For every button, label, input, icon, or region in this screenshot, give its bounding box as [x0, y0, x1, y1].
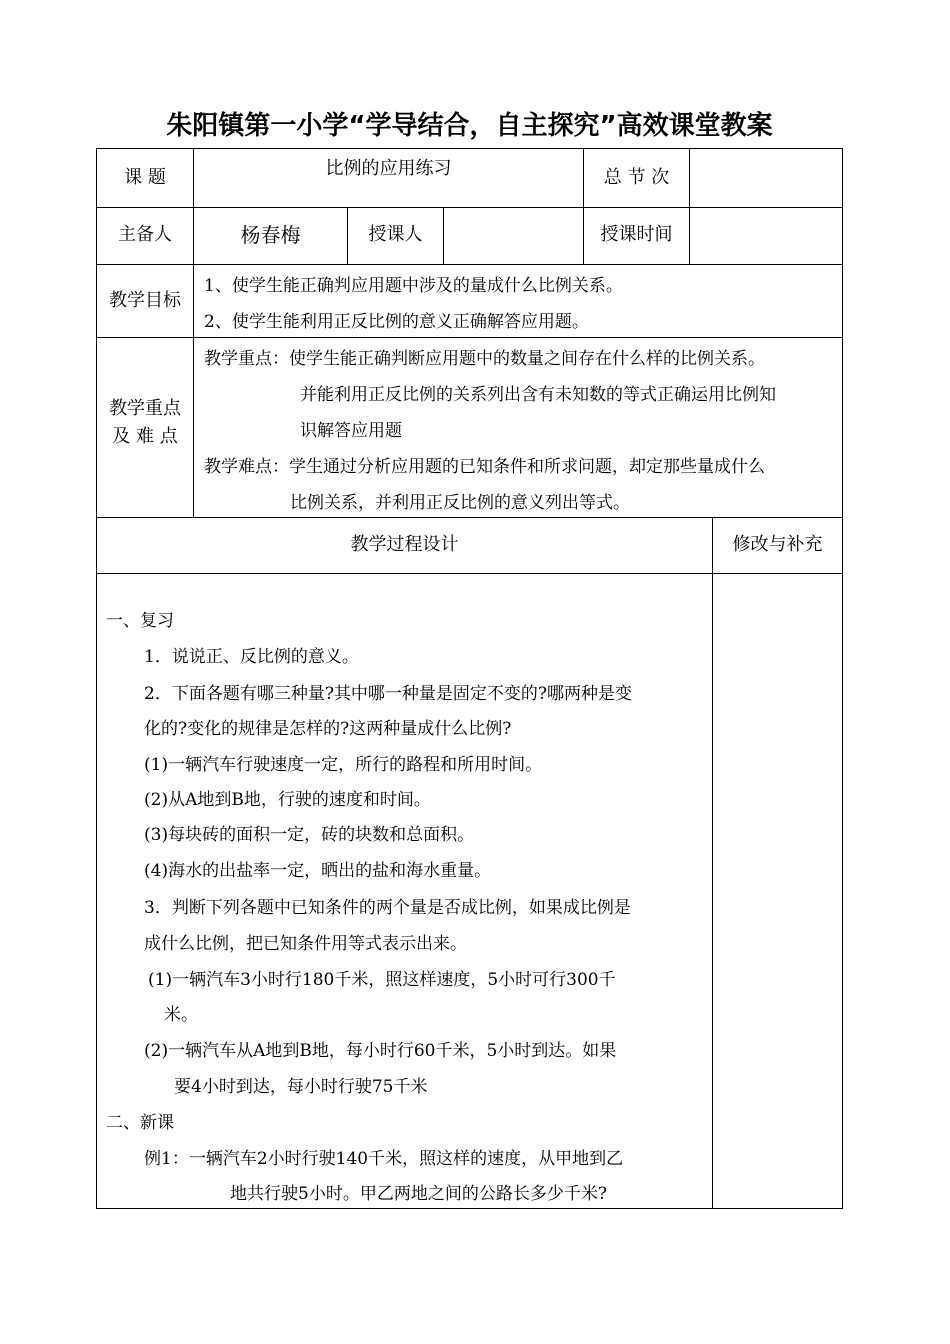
goal-line: 2、使学生能利用正反比例的意义正确解答应用题。 [204, 312, 589, 332]
key-point-line: 教学重点：使学生能正确判断应用题中的数量之间存在什么样的比例关系。 [204, 349, 765, 369]
column-divider [712, 517, 713, 1208]
process-line: 二、新课 [106, 1113, 174, 1133]
key-points-label-1: 教学重点 [109, 398, 181, 419]
goals-label: 教学目标 [109, 290, 181, 311]
goal-line: 1、使学生能正确判应用题中涉及的量成什么比例关系。 [204, 276, 623, 296]
column-divider [193, 149, 194, 517]
process-line: (2)一辆汽车从A地到B地，每小时行60千米，5小时到达。如果 [144, 1041, 617, 1061]
process-line: 1．说说正、反比例的意义。 [144, 647, 359, 667]
process-line: 成什么比例，把已知条件用等式表示出来。 [144, 934, 467, 954]
process-line: 2．下面各题有哪三种量?其中哪一种量是固定不变的?哪两种是变 [144, 684, 633, 704]
column-divider [443, 207, 444, 264]
preparer-value: 杨春梅 [240, 223, 301, 247]
process-line: (4)海水的出盐率一定，晒出的盐和海水重量。 [144, 861, 492, 881]
preparer-label: 主备人 [118, 224, 172, 245]
lesson-plan-table [96, 148, 843, 1209]
time-label: 授课时间 [600, 224, 673, 245]
key-points-label-2: 及 难 点 [112, 426, 178, 447]
topic-label: 课 题 [124, 167, 166, 188]
key-point-line: 比例关系，并利用正反比例的意义列出等式。 [290, 493, 630, 513]
key-point-line: 并能利用正反比例的关系列出含有未知数的等式正确运用比例知 [300, 385, 776, 405]
process-line: 要4小时到达，每小时行驶75千米 [174, 1077, 428, 1097]
process-header: 教学过程设计 [350, 534, 459, 555]
process-line: (3)每块砖的面积一定，砖的块数和总面积。 [144, 825, 475, 845]
process-line: 3．判断下列各题中已知条件的两个量是否成比例，如果成比例是 [144, 898, 631, 918]
page-title: 朱阳镇第一小学“学导结合，自主探究”高效课堂教案 [166, 111, 773, 141]
column-divider [689, 149, 690, 264]
row-divider [97, 573, 842, 574]
teacher-label: 授课人 [368, 224, 423, 245]
process-line: 地共行驶5小时。甲乙两地之间的公路长多少千米? [230, 1184, 607, 1204]
key-point-line: 教学难点：学生通过分析应用题的已知条件和所求问题，却定那些量成什么 [204, 457, 765, 477]
row-divider [97, 207, 842, 208]
process-line: (1)一辆汽车3小时行180千米，照这样速度，5小时可行300千 [148, 970, 616, 990]
row-divider [97, 264, 842, 265]
process-line: 米。 [164, 1005, 198, 1025]
process-line: 例1：一辆汽车2小时行驶140千米，照这样的速度，从甲地到乙 [144, 1149, 624, 1169]
notes-header: 修改与补充 [732, 534, 823, 555]
process-line: (1)一辆汽车行驶速度一定，所行的路程和所用时间。 [144, 755, 543, 775]
topic-value: 比例的应用练习 [325, 158, 452, 179]
process-line: 一、复习 [106, 611, 174, 631]
key-point-line: 识解答应用题 [300, 421, 402, 441]
total-sessions-label: 总 节 次 [603, 167, 670, 188]
process-line: 化的?变化的规律是怎样的?这两种量成什么比例? [144, 719, 512, 739]
process-line: (2)从A地到B地，行驶的速度和时间。 [144, 790, 431, 810]
